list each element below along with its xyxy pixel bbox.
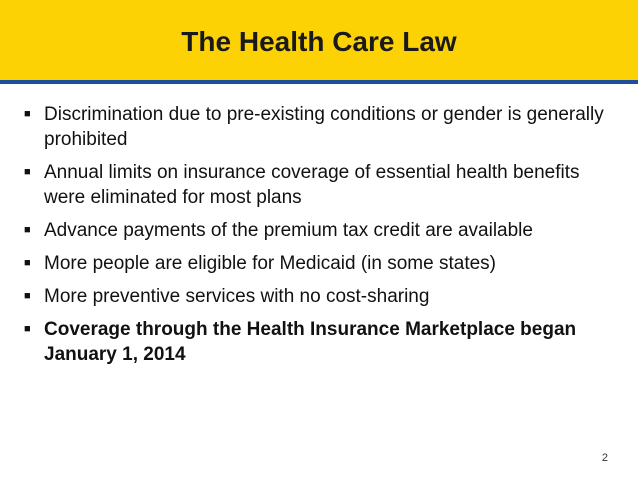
bullet-item [24,160,624,210]
square-bullet-icon: ■ [24,224,31,236]
bullet-text: More preventive services with no cost-sharing [44,286,430,307]
bullet-item [24,102,624,152]
square-bullet-icon: ■ [24,290,31,302]
bullet-text: More people are eligible for Medicaid (in some states) [44,253,496,274]
bullet-item [24,218,624,243]
bullet-text: Coverage through the Health Insurance Marketplace began January 1, 2014 [44,319,577,365]
square-bullet-icon: ■ [24,257,31,269]
bullet-text: Annual limits on insurance coverage of essential health benefits were eliminated for most plans [44,162,580,208]
bullet-list [24,102,624,375]
title-divider [0,80,638,84]
square-bullet-icon: ■ [24,166,31,178]
page-number: 2 [601,452,608,464]
bullet-item [24,251,624,276]
bullet-item [24,284,624,309]
bullet-text: Advance payments of the premium tax credit are available [44,220,533,241]
title-bar [0,0,638,80]
bullet-item-highlighted [24,317,624,367]
square-bullet-icon: ■ [24,108,31,120]
slide-title: The Health Care Law [181,26,457,57]
square-bullet-icon: ■ [24,323,31,335]
bullet-text: Discrimination due to pre-existing conditions or gender is generally prohibited [44,104,604,150]
